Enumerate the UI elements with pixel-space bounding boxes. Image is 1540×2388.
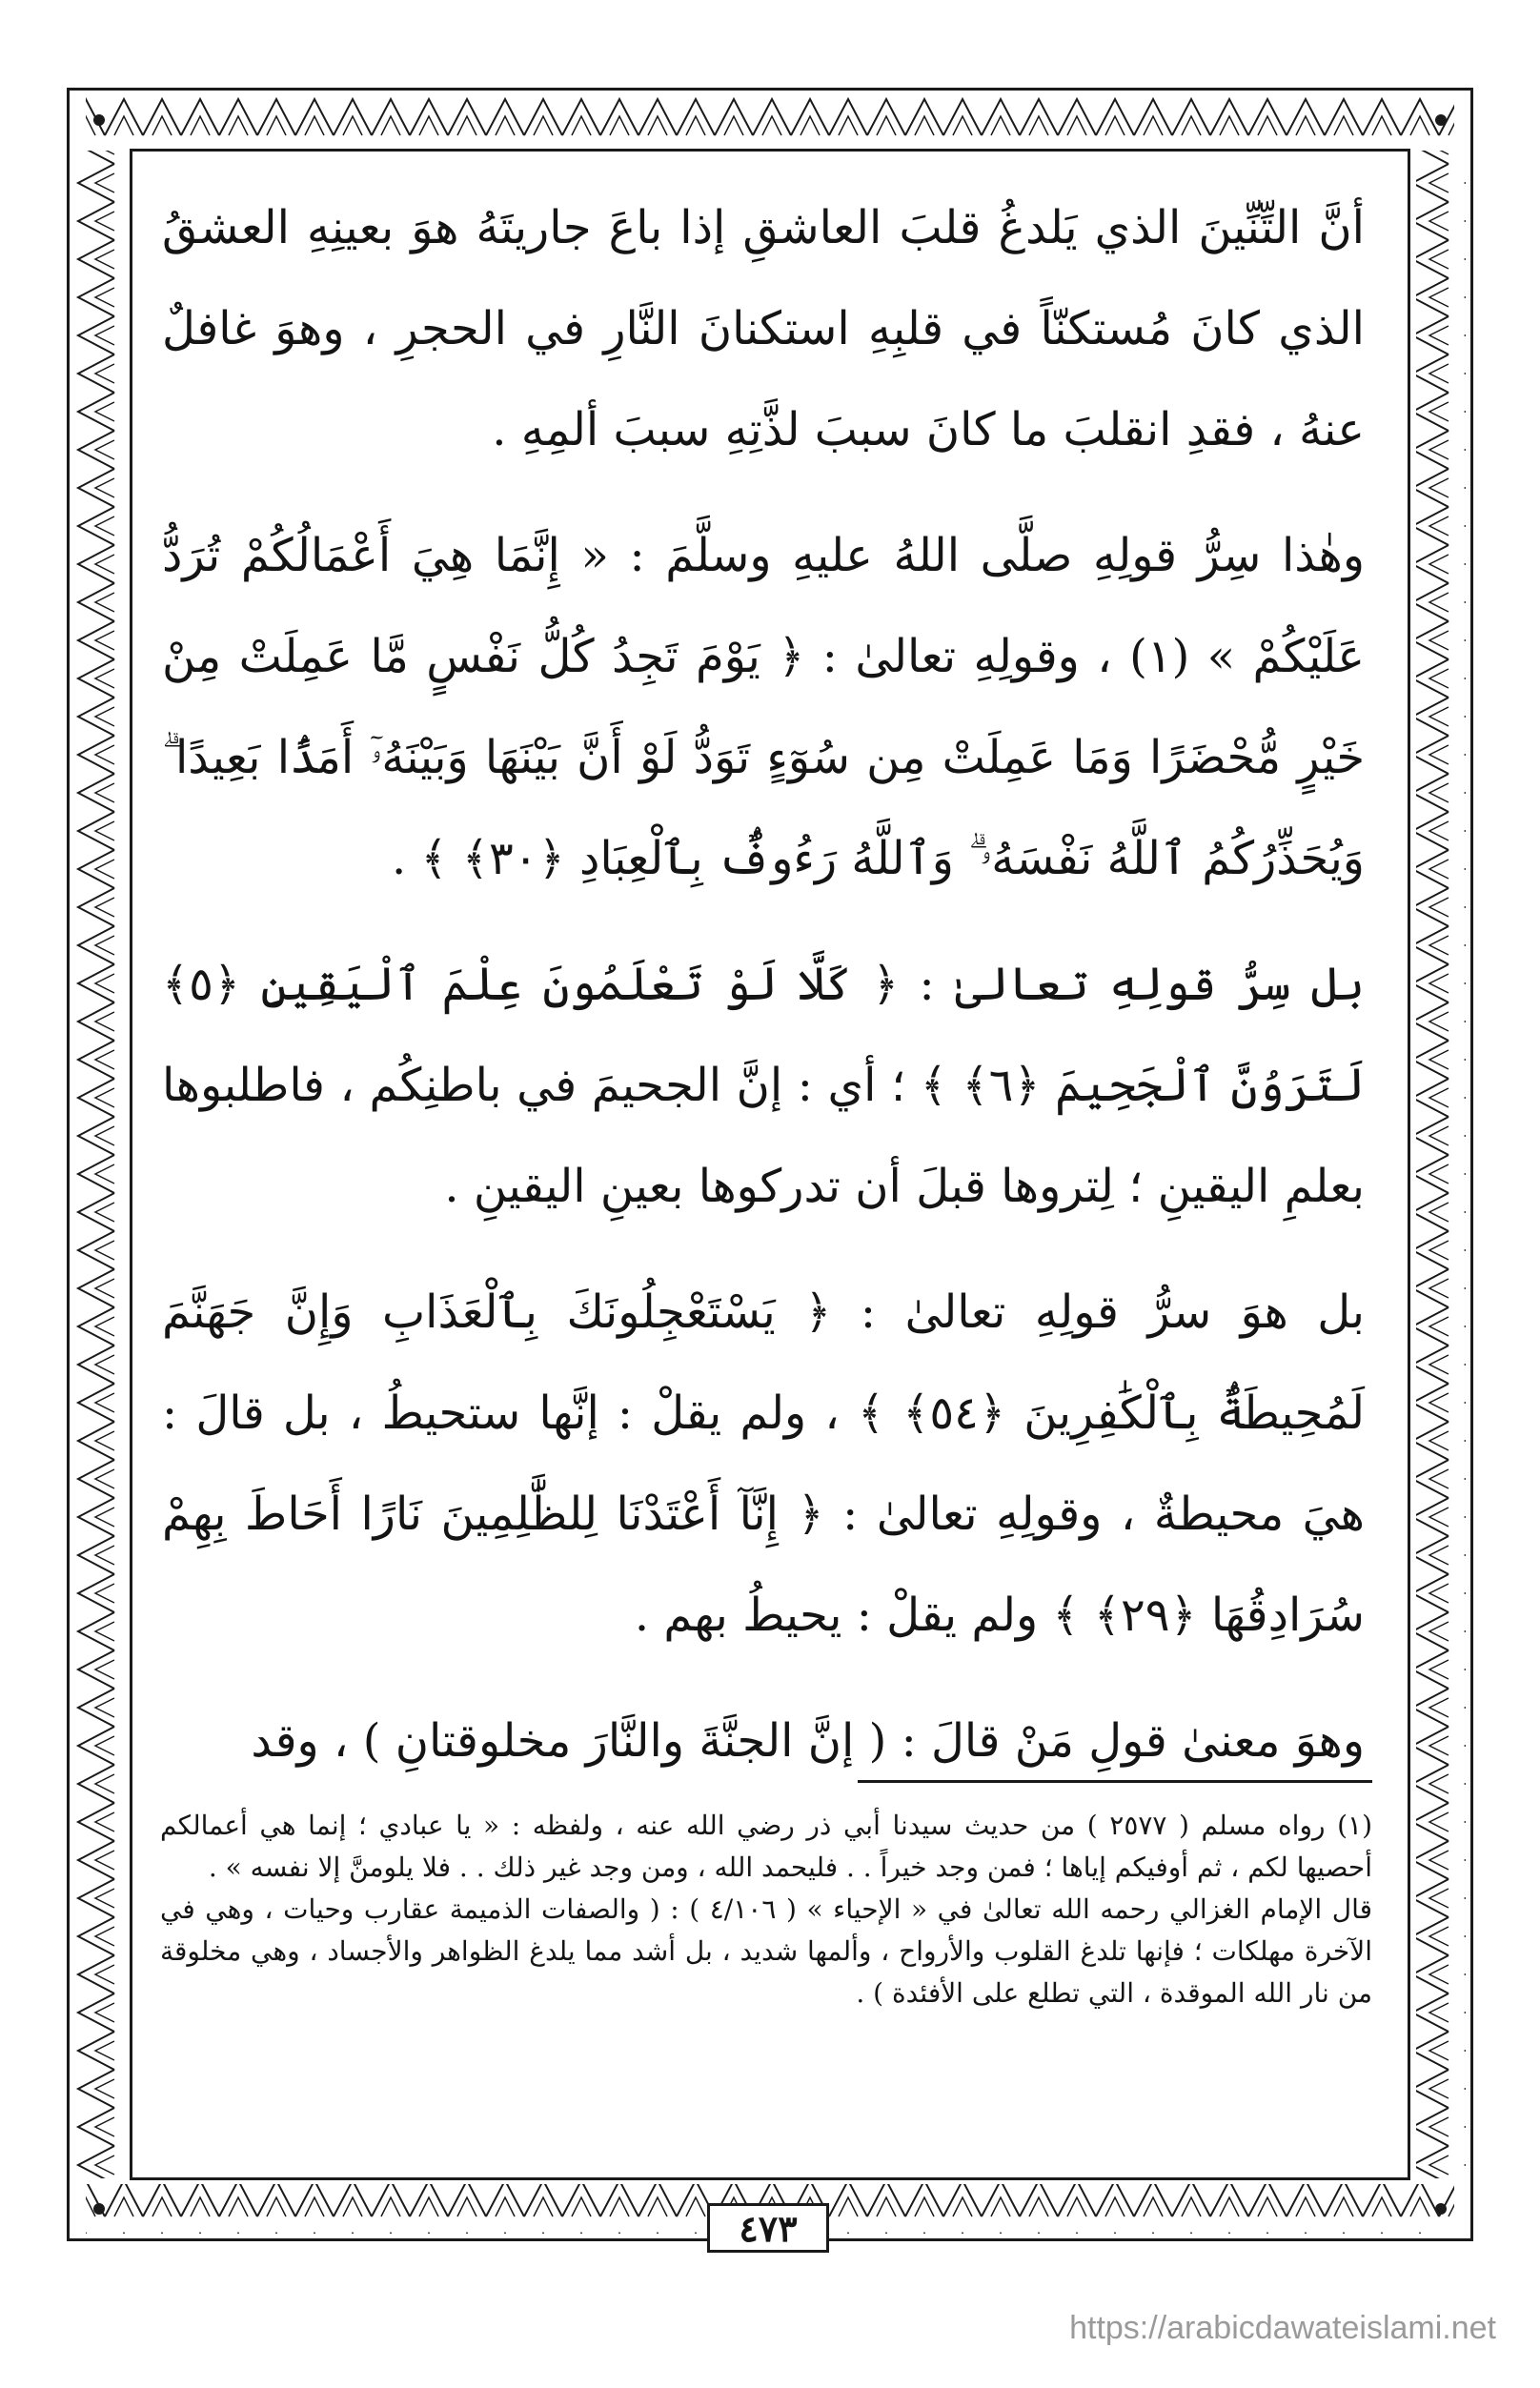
footnotes: [160, 1805, 1372, 2014]
page-number: ٤٧٣: [707, 2203, 829, 2253]
paragraph-1: أنَّ التِّنِّينَ الذي يَلدغُ قلبَ العاشقِ إذا باعَ جاريتَهُ هوَ بعينِهِ العشقُ الذي كانَ مُستكنّاً في قلبِهِ استكنانَ النَّارِ في الحجرِ ، وهوَ غافلٌ عنهُ ، فقدِ انقلبَ ما كانَ سببَ لذَّتِهِ سببَ ألمِهِ .: [162, 201, 1365, 456]
main-text: [162, 177, 1365, 1791]
footnote-2: قال الإمام الغزالي رحمه الله تعالىٰ في « الإحياء » ( ٤/١٠٦ ) : ( والصفات الذميمة عقارب وحيات ، وهي في الآخرة مهلكات ؛ فإنها تلدغ القلوب والأرواح ، وألمها شديد ، بل أشد مما يلدغ الظواهر والأجساد ، وهي مخلوقة من نار الله الموقدة ، التي تطلع على الأفئدة ) .: [160, 1893, 1372, 2009]
paragraph-2: وهٰذا سِرُّ قولِهِ صلَّى اللهُ عليهِ وسلَّمَ : « إِنَّمَا هِيَ أَعْمَالُكُمْ تُرَدُّ عَلَيْكُمْ » (١) ، وقولِهِ تعالىٰ : ﴿ يَوْمَ تَجِدُ كُلُّ نَفْسٍ مَّا عَمِلَتْ مِنْ خَيْرٍ مُّحْضَرًا وَمَا عَمِلَتْ مِن سُوٓءٍ تَوَدُّ لَوْ أَنَّ بَيْنَهَا وَبَيْنَهُۥٓ أَمَدًۢا بَعِيدًا ۗ وَيُحَذِّرُكُمُ ٱللَّهُ نَفْسَهُۥ ۗ وَٱللَّهُ رَءُوفٌۢ بِٱلْعِبَادِ ﴿٣٠﴾ ﴾ .: [162, 529, 1366, 885]
paragraph-5: وهوَ معنىٰ قولِ مَنْ قالَ : ( إنَّ الجنَّةَ والنَّارَ مخلوقتانِ ) ، وقد: [251, 1714, 1365, 1768]
footnote-divider: [858, 1780, 1372, 1783]
watermark-url: https://arabicdawateislami.net: [1069, 2310, 1496, 2346]
paragraph-3: بل سِرُّ قولِهِ تعالىٰ : ﴿ كَلَّا لَوْ تَعْلَمُونَ عِلْمَ ٱلْيَقِينِ ﴿٥﴾ لَتَرَوُنَّ ٱلْجَحِيمَ ﴿٦﴾ ﴾ ؛ أي : إنَّ الجحيمَ في باطنِكُم ، فاطلبوها بعلمِ اليقينِ ؛ لِتروها قبلَ أن تدركوها بعينِ اليقينِ .: [162, 958, 1366, 1213]
footnote-1: (١) رواه مسلم ( ٢٥٧٧ ) من حديث سيدنا أبي ذر رضي الله عنه ، ولفظه : « يا عبادي ؛ إنما هي أعمالكم أحصيها لكم ، ثم أوفيكم إياها ؛ فمن وجد خيراً . . فليحمد الله ، ومن وجد غير ذلك . . فلا يلومنَّ إلا نفسه » .: [160, 1810, 1372, 1883]
paragraph-4: بل هوَ سرُّ قولِهِ تعالىٰ : ﴿ يَسْتَعْجِلُونَكَ بِٱلْعَذَابِ وَإِنَّ جَهَنَّمَ لَمُحِيطَةٌۢ بِٱلْكَٰفِرِينَ ﴿٥٤﴾ ﴾ ، ولم يقلْ : إنَّها ستحيطُ ، بل قالَ : هيَ محيطةٌ ، وقولِهِ تعالىٰ : ﴿ إِنَّآ أَعْتَدْنَا لِلظَّٰلِمِينَ نَارًا أَحَاطَ بِهِمْ سُرَادِقُهَا ﴿٢٩﴾ ﴾ ولم يقلْ : يحيطُ بهم .: [162, 1285, 1365, 1642]
